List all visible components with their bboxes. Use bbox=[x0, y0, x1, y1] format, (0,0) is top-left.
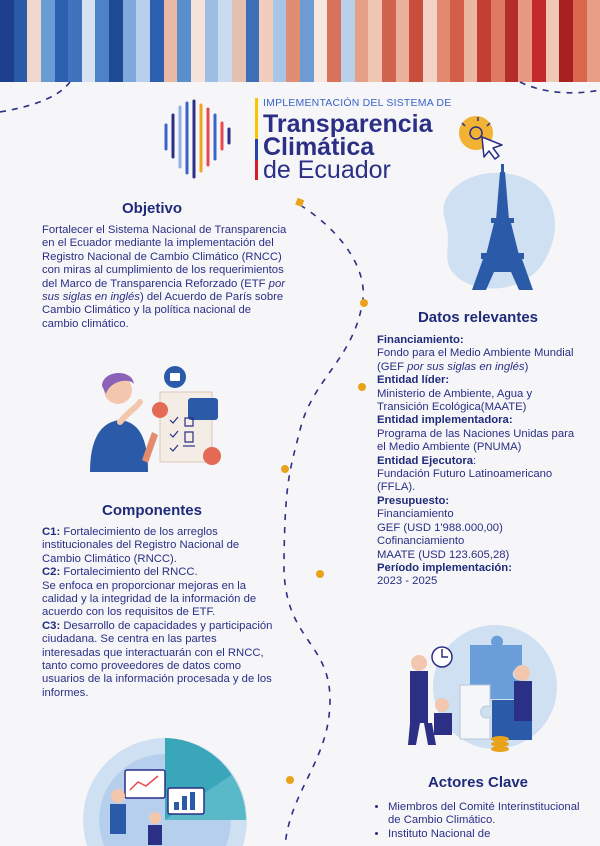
datos-relevantes-list: Financiamiento: Fondo para el Medio Ambiente Mundial (GEF por sus siglas en inglés) Entidad líder: Ministerio de Ambiente, Agua y Transición Ecológica(MAATE) Entidad implementadora: Programa de las Naciones Unidas para el Medio Ambiente (PNUMA) Entidad Ejecutora: Fundación Futuro Latinoamericano (FFLA). Presupuesto: Financiamiento GEF (USD 1'988.000,00) Cofinanciamiento MAATE (USD 123.605,28) Período implementación: 2023 - 2025 bbox=[377, 334, 582, 589]
periodo-label: Período implementación: bbox=[377, 561, 512, 574]
presupuesto-line4: MAATE (USD 123.605,28) bbox=[377, 548, 510, 561]
componentes-heading: Componentes bbox=[101, 502, 202, 519]
header-subtitle: IMPLEMENTACIÓN DEL SISTEMA DE bbox=[263, 97, 452, 109]
entidad-implementadora-label: Entidad implementadora: bbox=[377, 414, 513, 427]
eiffel-tower-illustration bbox=[415, 160, 565, 300]
entidad-lider-text: Ministerio de Ambiente, Agua y Transición Ecológica(MAATE) bbox=[377, 387, 533, 414]
componentes-list bbox=[42, 526, 277, 700]
datos-heading: Datos relevantes bbox=[417, 309, 539, 326]
actor-item: • Miembros del Comité Interinstitucional de Cambio Climático. bbox=[388, 801, 588, 828]
entidad-ejecutora-label: Entidad Ejecutora bbox=[377, 454, 474, 467]
ecuador-flag-bar bbox=[255, 98, 258, 180]
entidad-ejecutora-text: Fundación Futuro Latinoamericano (FFLA). bbox=[377, 468, 553, 494]
componente-c2-detail: Se enfoca en proporcionar mejoras en la calidad y la integridad de la información de acuerdo con los requisitos de ETF. bbox=[42, 579, 257, 619]
presupuesto-line3: Cofinanciamiento bbox=[377, 535, 465, 548]
person-checklist-illustration bbox=[80, 360, 230, 480]
data-dashboard-illustration bbox=[70, 730, 250, 846]
actor-item: • Instituto Nacional de bbox=[388, 828, 588, 841]
entidad-lider-label: Entidad líder: bbox=[377, 374, 450, 387]
financiamiento-text: Fondo para el Medio Ambiente Mundial (GEF por sus siglas en inglés) bbox=[377, 347, 574, 373]
objetivo-heading: Objetivo bbox=[121, 200, 182, 217]
financiamiento-label: Financiamiento: bbox=[377, 334, 464, 346]
periodo-text: 2023 - 2025 bbox=[377, 575, 438, 588]
presupuesto-line1: Financiamiento bbox=[377, 508, 454, 521]
componente-c3: C3: Desarrollo de capacidades y participación ciudadana. Se centra en las partes interesadas que interactuarán con el RNCC, tanto como proveedores de datos como usuarios de la información procesada y de los informes. bbox=[42, 619, 273, 699]
presupuesto-line2: GEF (USD 1'988.000,00) bbox=[377, 521, 503, 534]
actores-heading: Actores Clave bbox=[427, 774, 529, 791]
actores-list bbox=[374, 801, 588, 841]
header-title-line3: de Ecuador bbox=[263, 156, 391, 184]
header-title-line2: Climática bbox=[263, 133, 375, 161]
entidad-implementadora-text: Programa de las Naciones Unidas para el Medio Ambiente (PNUMA) bbox=[377, 427, 575, 454]
header-title-line1: Transparencia bbox=[263, 110, 433, 138]
cursor-click-icon bbox=[456, 115, 506, 160]
objetivo-text: Fortalecer el Sistema Nacional de Transparencia en el Ecuador mediante la implementación del Registro Nacional de Cambio Climático (RNCC) con miras al cumplimiento de los requerimientos del Marco de Transparencia Reforzado (ETF por sus siglas en inglés) del Acuerdo de París sobre Cambio Climático y la política nacional de cambio climático. bbox=[42, 224, 287, 330]
presupuesto-label: Presupuesto: bbox=[377, 494, 450, 507]
fingerprint-icon bbox=[160, 97, 245, 182]
componente-c2: C2: Fortalecimiento del RNCC. bbox=[42, 566, 198, 579]
puzzle-teamwork-illustration bbox=[400, 625, 570, 760]
componente-c1: C1: Fortalecimiento de los arreglos institucionales del Registro Nacional de Cambio Climático (RNCC). bbox=[42, 526, 240, 565]
